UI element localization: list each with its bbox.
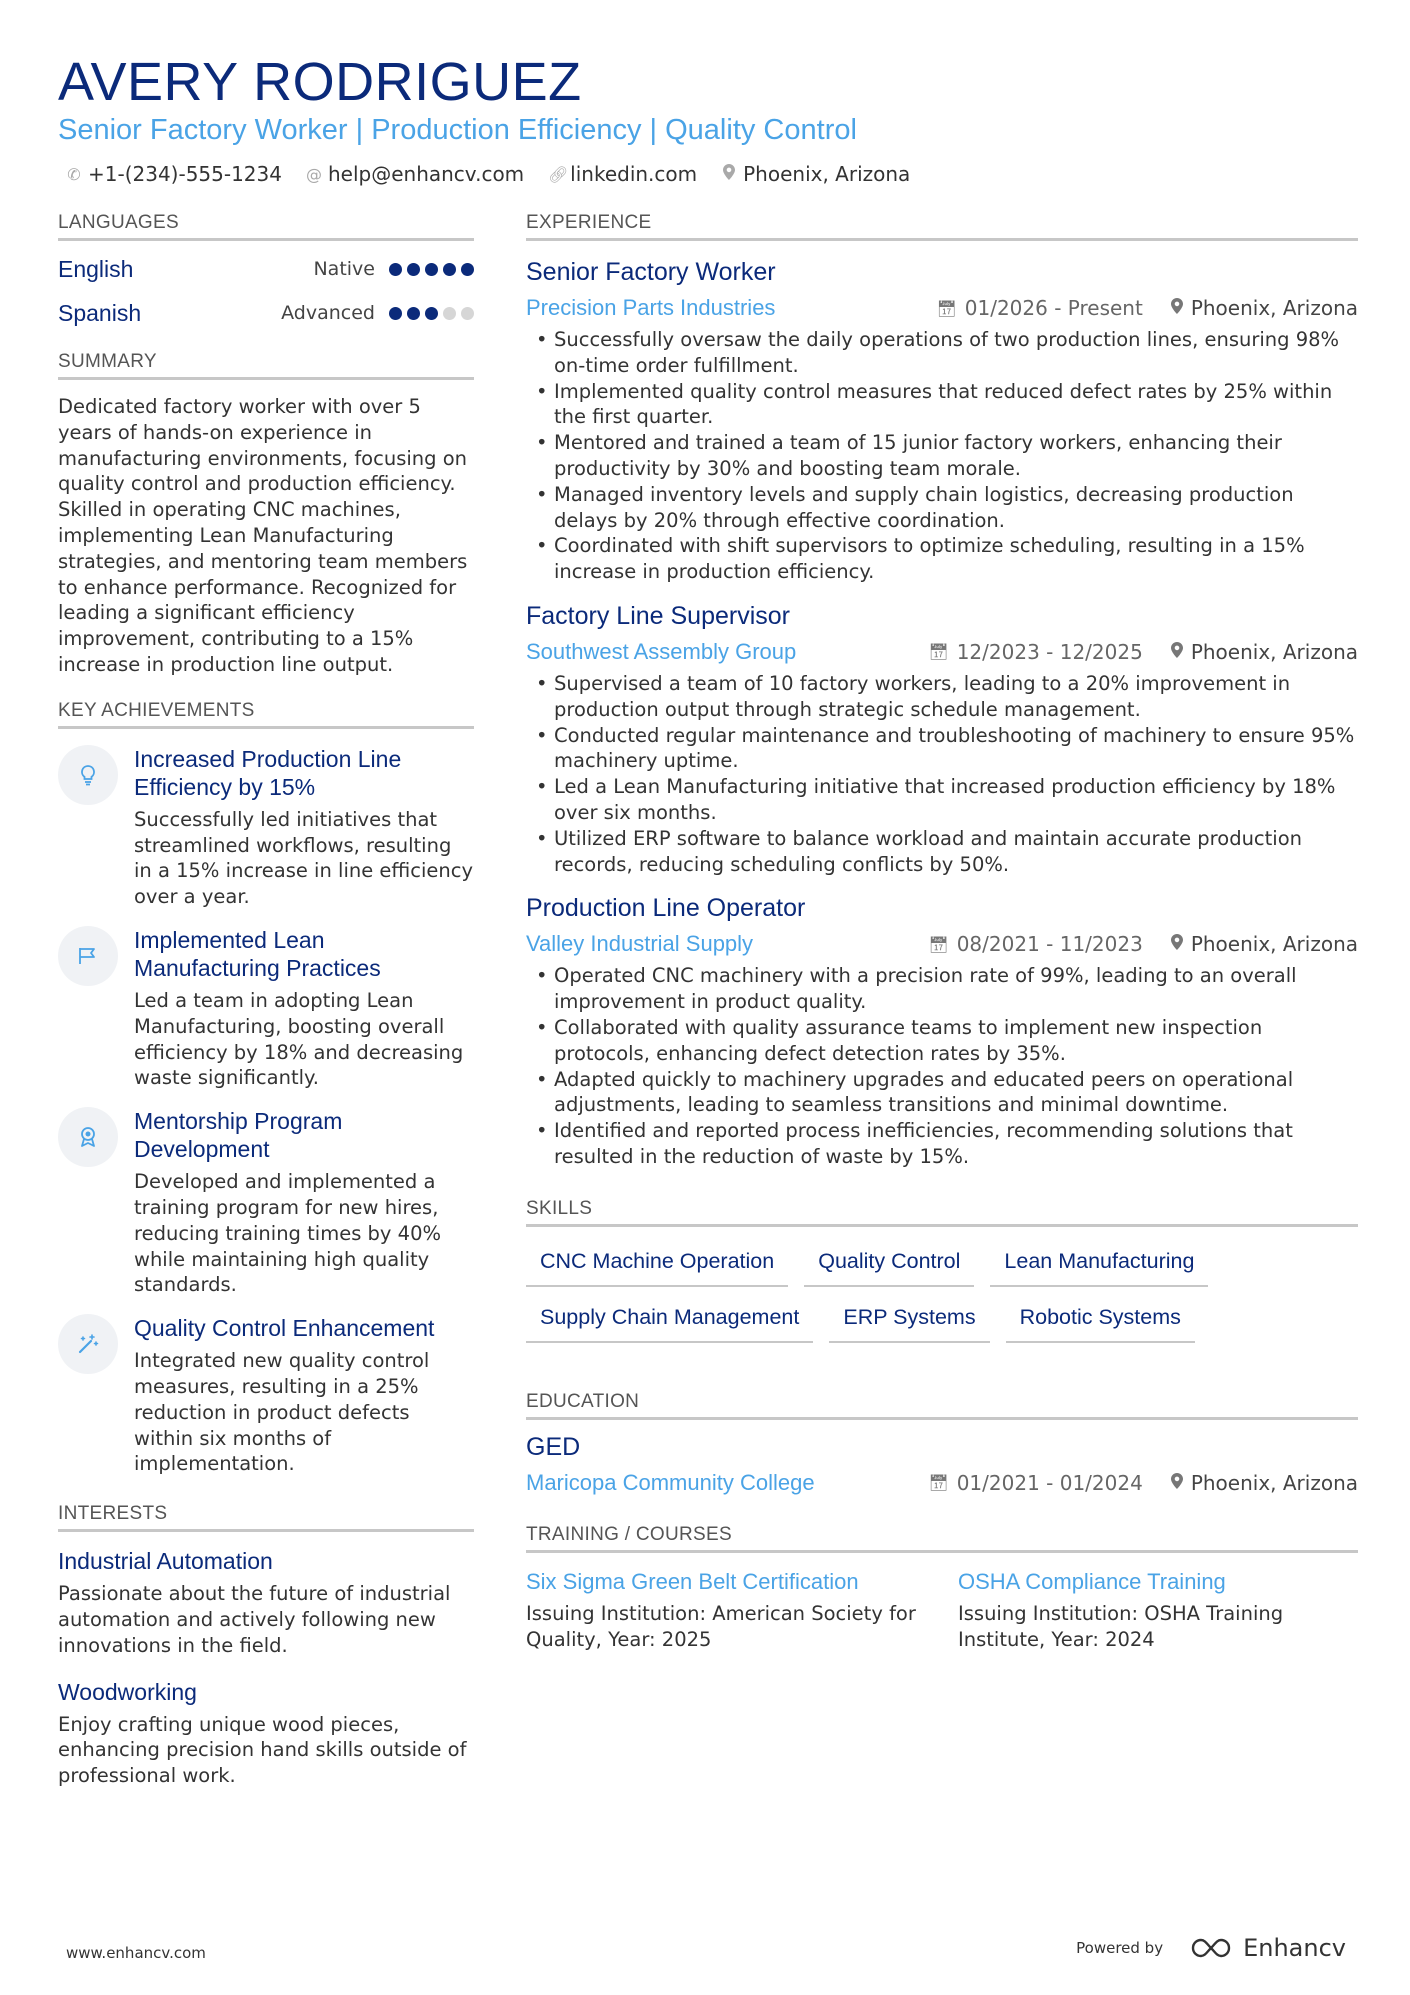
bullet-item: • Utilized ERP software to balance workload and maintain accurate production records, reducing scheduling conflicts by 50%. xyxy=(526,826,1358,878)
bullet-item: • Conducted regular maintenance and troubleshooting of machinery to ensure 95% machinery uptime. xyxy=(526,723,1358,775)
location-icon xyxy=(1171,642,1183,662)
job-title: Production Line Operator xyxy=(526,894,806,923)
skill-tag: Lean Manufacturing xyxy=(990,1245,1208,1287)
enhancv-logo-icon xyxy=(1189,1936,1233,1960)
calendar-icon: 📅︎ xyxy=(936,298,957,318)
rating-dot-filled xyxy=(425,307,438,320)
degree-title: GED xyxy=(526,1432,581,1461)
link-icon: 🔗︎ xyxy=(548,164,569,184)
education-dates: 01/2021 - 01/2024 xyxy=(956,1470,1143,1495)
language-rating xyxy=(389,263,474,276)
achievement-description: Integrated new quality control measures, resulting in a 25% reduction in product defects within six months of implementation. xyxy=(134,1349,430,1476)
job-title: Senior Factory Worker xyxy=(526,258,776,286)
left-column xyxy=(58,212,474,1789)
job-location: Phoenix, Arizona xyxy=(1190,932,1358,957)
contact-email-text[interactable]: help@enhancv.com xyxy=(327,162,525,186)
contact-bar xyxy=(66,162,910,186)
course-title: OSHA Compliance Training xyxy=(958,1568,1226,1594)
rating-dot-empty xyxy=(443,307,456,320)
job-bullets xyxy=(526,963,1358,1169)
calendar-icon: 📅︎ xyxy=(928,934,949,954)
powered-by-label: Powered by xyxy=(1076,1939,1164,1957)
job-title: Factory Line Supervisor xyxy=(526,601,791,630)
achievement-description: Successfully led initiatives that streamlined workflows, resulting in a 15% increase in line efficiency over a year. xyxy=(134,807,474,909)
contact-phone xyxy=(66,162,282,186)
language-name: Spanish xyxy=(58,299,142,326)
location-icon xyxy=(721,164,737,184)
interest-title: Industrial Automation xyxy=(58,1548,273,1575)
achievement-item xyxy=(58,1107,474,1298)
education-heading: EDUCATION xyxy=(526,1391,1358,1420)
language-level: Advanced xyxy=(281,302,375,324)
experience-heading: EXPERIENCE xyxy=(526,212,1358,241)
language-level: Native xyxy=(313,258,375,280)
bullet-item: • Supervised a team of 10 factory workers, leading to a 20% improvement in production output through strategic schedule management. xyxy=(526,671,1358,723)
rating-dot-filled xyxy=(407,263,420,276)
bullet-item: • Adapted quickly to machinery upgrades and educated peers on operational adjustments, leading to seamless transitions and minimal downtime. xyxy=(526,1067,1358,1119)
experience-item xyxy=(526,891,1358,1169)
skills-list xyxy=(526,1245,1358,1343)
contact-linkedin[interactable] xyxy=(548,162,697,186)
bullet-item: • Implemented quality control measures that reduced defect rates by 25% within the first quarter. xyxy=(526,379,1358,431)
rating-dot-empty xyxy=(461,307,474,320)
experience-item xyxy=(526,255,1358,585)
skill-tag: Supply Chain Management xyxy=(526,1301,813,1343)
training-heading: TRAINING / COURSES xyxy=(526,1524,1358,1553)
phone-icon: ✆ xyxy=(67,164,81,184)
achievement-item xyxy=(58,926,474,1091)
bullet-item: • Mentored and trained a team of 15 junior factory workers, enhancing their productivity by 30% and boosting team morale. xyxy=(526,430,1358,482)
rating-dot-filled xyxy=(425,263,438,276)
award-icon xyxy=(58,1107,118,1167)
course-title: Six Sigma Green Belt Certification xyxy=(526,1568,859,1594)
interests-heading: INTERESTS xyxy=(58,1503,474,1532)
course-item xyxy=(526,1567,926,1653)
contact-location xyxy=(721,162,910,186)
summary-text: Dedicated factory worker with over 5 years of hands-on experience in manufacturing environments, focusing on quality control and production efficiency. Skilled in operating CNC machines, implementing Lean Manufacturing strategies, and mentoring team members to enhance performance. Recognized for leading a significant efficiency improvement, contributing to a 15% increase in production line output. xyxy=(58,395,468,676)
education-item xyxy=(526,1430,1358,1500)
location-icon xyxy=(1171,934,1183,954)
school-name: Maricopa Community College xyxy=(526,1469,815,1495)
job-bullets xyxy=(526,327,1358,585)
calendar-icon: 📅︎ xyxy=(928,642,949,662)
rating-dot-filled xyxy=(443,263,456,276)
language-name: English xyxy=(58,255,134,282)
company-name: Precision Parts Industries xyxy=(526,295,776,320)
skill-tag: CNC Machine Operation xyxy=(526,1245,788,1287)
bullet-item: • Successfully oversaw the daily operations of two production lines, ensuring 98% on-time order fulfillment. xyxy=(526,327,1358,379)
experience-item xyxy=(526,599,1358,877)
skill-tag: Quality Control xyxy=(804,1245,974,1287)
lightbulb-icon xyxy=(58,745,118,805)
job-dates: 01/2026 - Present xyxy=(964,296,1143,320)
course-description: Issuing Institution: American Society for Quality, Year: 2025 xyxy=(526,1601,916,1651)
company-name: Southwest Assembly Group xyxy=(526,638,797,664)
right-column xyxy=(526,212,1358,1652)
language-rating xyxy=(389,307,474,320)
brand-name: Enhancv xyxy=(1243,1934,1346,1962)
skill-tag: Robotic Systems xyxy=(1006,1301,1195,1343)
job-dates: 08/2021 - 11/2023 xyxy=(956,932,1143,957)
rating-dot-filled xyxy=(461,263,474,276)
location-icon xyxy=(1171,1473,1183,1493)
bullet-item: • Coordinated with shift supervisors to optimize scheduling, resulting in a 15% increase in production efficiency. xyxy=(526,533,1358,585)
achievement-title: Quality Control Enhancement xyxy=(134,1315,435,1342)
languages-list xyxy=(58,247,474,335)
job-dates: 12/2023 - 12/2025 xyxy=(956,639,1143,664)
achievement-item xyxy=(58,745,474,910)
achievement-description: Developed and implemented a training program for new hires, reducing training times by 40% while maintaining high quality standards. xyxy=(134,1170,442,1297)
language-item xyxy=(58,291,474,335)
rating-dot-filled xyxy=(389,307,402,320)
bullet-item: • Managed inventory levels and supply chain logistics, decreasing production delays by 20% through effective coordination. xyxy=(526,482,1358,534)
achievement-title: Increased Production Line Efficiency by 15% xyxy=(134,745,402,800)
achievement-description: Led a team in adopting Lean Manufacturing, boosting overall efficiency by 18% and decreasing waste significantly. xyxy=(134,988,464,1090)
at-icon: @ xyxy=(305,164,322,184)
brand-logo[interactable] xyxy=(1189,1934,1346,1962)
skills-heading: SKILLS xyxy=(526,1198,1358,1227)
interest-title: Woodworking xyxy=(58,1678,197,1705)
company-name: Valley Industrial Supply xyxy=(526,931,754,957)
candidate-name: AVERY RODRIGUEZ xyxy=(58,52,582,112)
course-description: Issuing Institution: OSHA Training Institute, Year: 2024 xyxy=(958,1601,1284,1651)
interest-item xyxy=(58,1679,474,1789)
bullet-item: • Identified and reported process inefficiencies, recommending solutions that resulted in the reduction of waste by 15%. xyxy=(526,1118,1358,1170)
interest-description: Passionate about the future of industrial automation and actively following new innovations in the field. xyxy=(58,1582,451,1657)
footer-website[interactable]: www.enhancv.com xyxy=(66,1944,206,1962)
location-icon xyxy=(1171,298,1183,318)
languages-heading: LANGUAGES xyxy=(58,212,474,241)
magic-wand-icon xyxy=(58,1314,118,1374)
job-bullets xyxy=(526,671,1358,877)
job-location: Phoenix, Arizona xyxy=(1190,296,1358,320)
candidate-tagline: Senior Factory Worker | Production Efficiency | Quality Control xyxy=(58,114,857,146)
contact-linkedin-text[interactable]: linkedin.com xyxy=(570,162,698,186)
courses-list xyxy=(526,1567,1358,1653)
rating-dot-filled xyxy=(407,307,420,320)
achievement-title: Mentorship Program Development xyxy=(134,1108,343,1163)
job-location: Phoenix, Arizona xyxy=(1190,639,1358,664)
calendar-icon: 📅︎ xyxy=(928,1473,949,1493)
rating-dot-filled xyxy=(389,263,402,276)
flag-icon xyxy=(58,926,118,986)
language-item xyxy=(58,247,474,291)
achievement-item xyxy=(58,1314,474,1477)
bullet-item: • Collaborated with quality assurance teams to implement new inspection protocols, enhancing defect detection rates by 35%. xyxy=(526,1015,1358,1067)
summary-heading: SUMMARY xyxy=(58,351,474,380)
contact-location-text: Phoenix, Arizona xyxy=(743,162,911,186)
achievement-title: Implemented Lean Manufacturing Practices xyxy=(134,926,381,981)
interest-description: Enjoy crafting unique wood pieces, enhancing precision hand skills outside of professional work. xyxy=(58,1712,467,1788)
education-location: Phoenix, Arizona xyxy=(1190,1470,1358,1495)
interest-item xyxy=(58,1548,474,1658)
achievements-heading: KEY ACHIEVEMENTS xyxy=(58,700,474,729)
skill-tag: ERP Systems xyxy=(829,1301,989,1343)
course-item xyxy=(958,1567,1358,1653)
contact-phone-text: +1-(234)-555-1234 xyxy=(88,162,282,186)
bullet-item: • Operated CNC machinery with a precision rate of 99%, leading to an overall improvement in product quality. xyxy=(526,963,1358,1015)
bullet-item: • Led a Lean Manufacturing initiative that increased production efficiency by 18% over six months. xyxy=(526,774,1358,826)
contact-email[interactable] xyxy=(306,162,524,186)
footer-branding xyxy=(1076,1934,1346,1962)
